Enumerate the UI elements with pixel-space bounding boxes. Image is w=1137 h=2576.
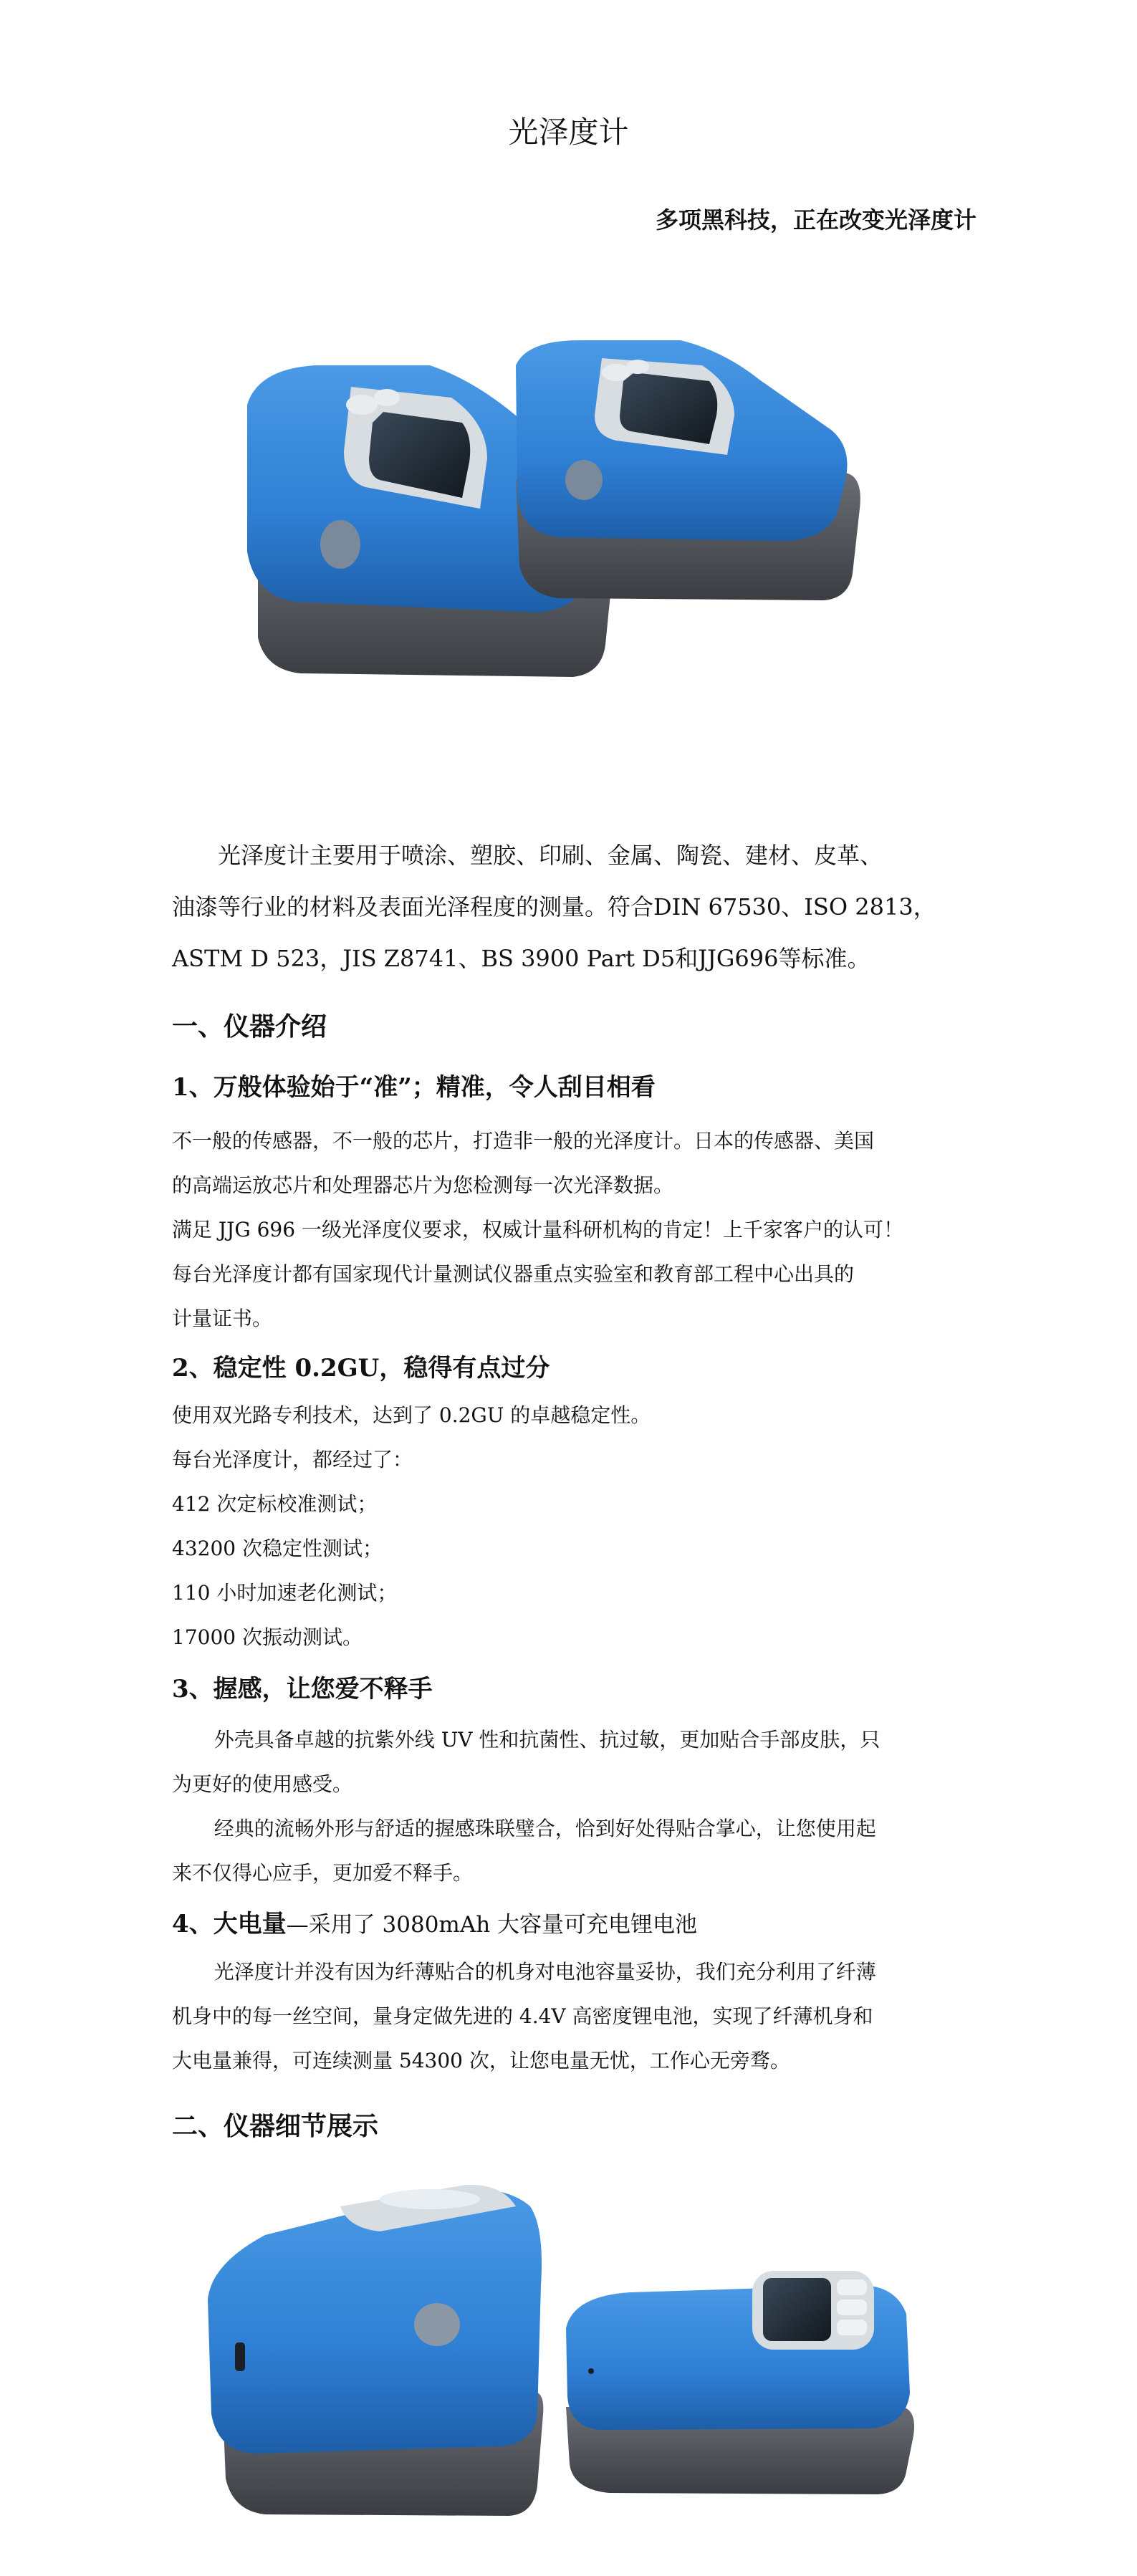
text-line: 412 次定标校准测试； bbox=[172, 1492, 378, 1516]
text-line: 使用双光路专利技术，达到了 0.2GU 的卓越稳定性。 bbox=[172, 1403, 651, 1427]
text-line: 机身中的每一丝空间，量身定做先进的 4.4V 高密度锂电池，实现了纤薄机身和 bbox=[172, 2004, 873, 2028]
feature-heading-battery-rest: —采用了 3080mAh 大容量可充电锂电池 bbox=[286, 1912, 698, 1938]
page-title: 光泽度计 bbox=[508, 115, 629, 150]
device-side-view-icon bbox=[208, 2185, 543, 2516]
feature-heading-accuracy: 1、万般体验始于“准”；精准，令人刮目相看 bbox=[172, 1073, 656, 1102]
section-heading-intro: 一、仪器介绍 bbox=[172, 1011, 327, 1042]
text-line: 17000 次振动测试。 bbox=[172, 1625, 363, 1649]
feature-body-battery bbox=[172, 1950, 974, 2083]
text-line: 经典的流畅外形与舒适的握感珠联璧合，恰到好处得贴合掌心，让您使用起 bbox=[214, 1817, 876, 1840]
text-line: 光泽度计并没有因为纤薄贴合的机身对电池容量妥协，我们充分利用了纤薄 bbox=[214, 1960, 876, 1984]
text-line: 不一般的传感器，不一般的芯片，打造非一般的光泽度计。日本的传感器、美国 bbox=[172, 1129, 875, 1153]
text-line: 的高端运放芯片和处理器芯片为您检测每一次光泽数据。 bbox=[172, 1173, 674, 1197]
feature-heading-battery-main: 4、大电量 bbox=[172, 1910, 287, 1938]
section-heading-details: 二、仪器细节展示 bbox=[172, 2111, 379, 2141]
feature-body-grip bbox=[172, 1718, 974, 1895]
product-image-top bbox=[215, 337, 903, 709]
intro-line: ASTM D 523，JIS Z8741、BS 3900 Part D5和JJG696等标准。 bbox=[172, 945, 870, 972]
page-subtitle: 多项黑科技，正在改变光泽度计 bbox=[655, 206, 977, 234]
text-line: 来不仅得心应手，更加爱不释手。 bbox=[172, 1861, 474, 1885]
text-line: 110 小时加速老化测试； bbox=[172, 1581, 398, 1605]
text-line: 外壳具备卓越的抗紫外线 UV 性和抗菌性、抗过敏，更加贴合手部皮肤，只 bbox=[214, 1728, 881, 1751]
text-line: 每台光泽度计都有国家现代计量测试仪器重点实验室和教育部工程中心出具的 bbox=[172, 1262, 855, 1286]
intro-line: 油漆等行业的材料及表面光泽程度的测量。符合DIN 67530、ISO 2813， bbox=[172, 893, 936, 921]
feature-body-accuracy bbox=[172, 1119, 974, 1341]
intro-line: 光泽度计主要用于喷涂、塑胶、印刷、金属、陶瓷、建材、皮革、 bbox=[218, 842, 883, 869]
device-front-view-icon bbox=[566, 2271, 914, 2494]
text-line: 大电量兼得，可连续测量 54300 次，让您电量无忧，工作心无旁骛。 bbox=[172, 2049, 790, 2072]
feature-heading-stability: 2、稳定性 0.2GU，稳得有点过分 bbox=[172, 1354, 550, 1383]
feature-body-stability bbox=[172, 1393, 974, 1660]
device-right-icon bbox=[516, 340, 860, 600]
intro-paragraph bbox=[172, 830, 974, 984]
text-line: 计量证书。 bbox=[172, 1307, 273, 1330]
feature-heading-grip: 3、握感，让您爱不释手 bbox=[172, 1675, 433, 1703]
product-image-details bbox=[201, 2178, 931, 2536]
text-line: 43200 次稳定性测试； bbox=[172, 1537, 383, 1560]
text-line: 为更好的使用感受。 bbox=[172, 1772, 353, 1796]
feature-heading-battery bbox=[172, 1904, 697, 1939]
text-line: 满足 JJG 696 一级光泽度仪要求，权威计量科研机构的肯定！上千家客户的认可！ bbox=[172, 1218, 903, 1241]
text-line: 每台光泽度计，都经过了： bbox=[172, 1448, 413, 1471]
